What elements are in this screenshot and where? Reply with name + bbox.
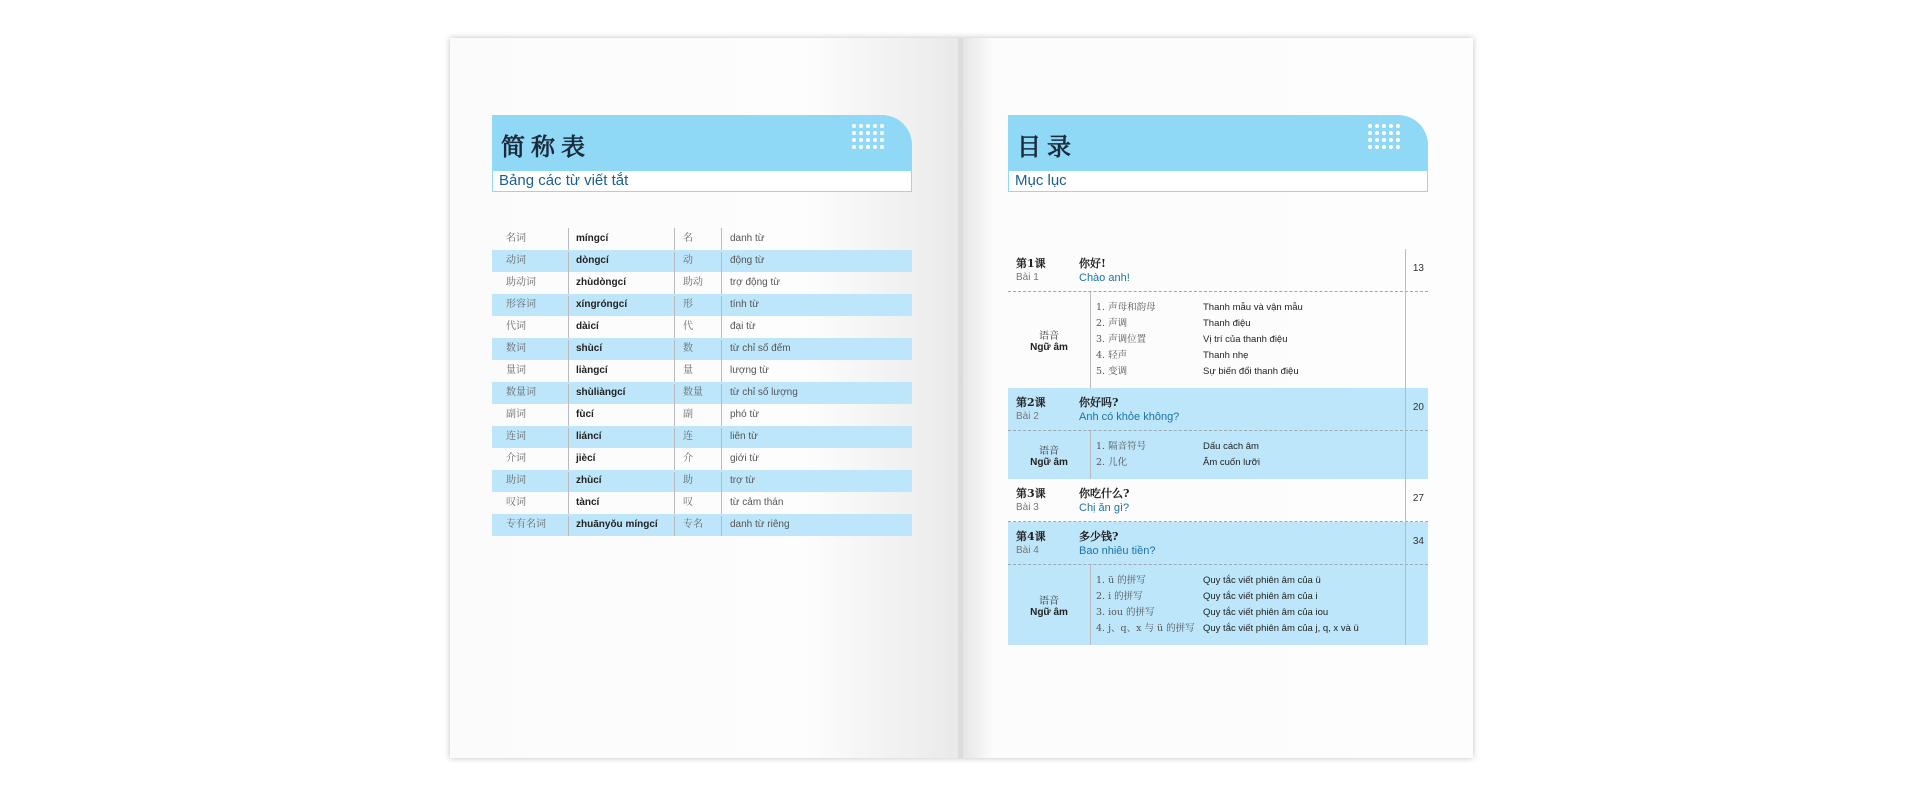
column-divider (568, 294, 569, 316)
vietnamese-meaning: phó từ (730, 409, 759, 420)
item-vietnamese: Thanh điệu (1203, 318, 1251, 329)
abbreviation: 介 (683, 453, 693, 464)
section-label-cn: 语音 (1039, 446, 1059, 457)
column-divider (674, 492, 675, 514)
item-chinese: 1. 声母和韵母 (1096, 302, 1156, 313)
dot (1368, 145, 1372, 149)
column-divider (674, 294, 675, 316)
dot (1396, 138, 1400, 142)
lesson-title: 你好吗? (1079, 396, 1119, 409)
page-title: 简称表 (501, 133, 591, 161)
dot (1382, 124, 1386, 128)
item-vietnamese: Quy tắc viết phiên âm của j, q, x và ü (1203, 623, 1359, 634)
column-divider (674, 316, 675, 338)
pinyin: zhùcí (576, 475, 602, 486)
item-vietnamese: Quy tắc viết phiên âm của iou (1203, 607, 1329, 618)
lesson-number: 第4课 (1016, 530, 1046, 543)
section-items (1096, 439, 1404, 471)
item-vietnamese: Thanh mẫu và vận mẫu (1203, 302, 1303, 313)
pinyin: tàncí (576, 497, 600, 508)
dot (873, 138, 877, 142)
column-divider (674, 338, 675, 360)
item-chinese: 2. i 的拼写 (1096, 591, 1143, 602)
item-chinese: 5. 变调 (1096, 366, 1128, 377)
abbreviation: 代 (683, 321, 693, 332)
abbreviation: 量 (683, 365, 693, 376)
column-divider (568, 316, 569, 338)
vietnamese-meaning: giới từ (730, 453, 759, 464)
vietnamese-meaning: trợ động từ (730, 277, 780, 288)
list-item (1096, 332, 1404, 348)
list-item (1096, 439, 1404, 455)
chinese-term: 助动词 (506, 277, 536, 288)
abbreviation: 数 (683, 343, 693, 354)
dot (1396, 124, 1400, 128)
chinese-term: 叹词 (506, 497, 526, 508)
table-row (492, 470, 912, 492)
lesson-heading (1008, 522, 1428, 565)
dot (852, 124, 856, 128)
dot-grid-icon (852, 124, 884, 152)
column-divider (721, 514, 722, 536)
pinyin: zhuānyǒu míngcí (576, 519, 658, 530)
column-divider (721, 492, 722, 514)
column-divider (568, 492, 569, 514)
pinyin: míngcí (576, 233, 609, 244)
abbreviation: 动 (683, 255, 693, 266)
lesson-number-vn: Bài 1 (1016, 272, 1039, 283)
item-vietnamese: Quy tắc viết phiên âm của i (1203, 591, 1318, 602)
chinese-term: 连词 (506, 431, 526, 442)
lesson-title-vn: Chào anh! (1079, 272, 1130, 284)
dot-grid-icon (1368, 124, 1400, 152)
dot (866, 131, 870, 135)
list-item (1096, 300, 1404, 316)
column-divider (674, 426, 675, 448)
page-title: 目录 (1017, 133, 1077, 161)
column-divider (674, 272, 675, 294)
column-divider (721, 382, 722, 404)
dot (859, 138, 863, 142)
vietnamese-meaning: danh từ (730, 233, 765, 244)
abbreviation-table (492, 228, 912, 536)
column-divider (721, 338, 722, 360)
vietnamese-meaning: từ chỉ số đếm (730, 343, 791, 354)
item-chinese: 3. iou 的拼写 (1096, 607, 1155, 618)
dot (1389, 145, 1393, 149)
vietnamese-meaning: động từ (730, 255, 765, 266)
page-number: 13 (1412, 263, 1424, 274)
vietnamese-meaning: tính từ (730, 299, 759, 310)
item-chinese: 4. 轻声 (1096, 350, 1128, 361)
chinese-term: 形容词 (506, 299, 536, 310)
dot (859, 124, 863, 128)
pinyin: liáncí (576, 431, 602, 442)
column-divider (568, 360, 569, 382)
item-vietnamese: Âm cuốn lưỡi (1203, 457, 1260, 468)
dot (859, 145, 863, 149)
column-divider (721, 426, 722, 448)
dot (859, 131, 863, 135)
column-divider (721, 360, 722, 382)
lesson-heading (1008, 479, 1428, 522)
column-divider (674, 382, 675, 404)
lesson-number-vn: Bài 3 (1016, 502, 1039, 513)
lesson-heading (1008, 388, 1428, 431)
column-divider (568, 470, 569, 492)
column-divider (674, 448, 675, 470)
abbreviation: 叹 (683, 497, 693, 508)
column-divider (568, 272, 569, 294)
dot (873, 124, 877, 128)
dot (1368, 131, 1372, 135)
item-chinese: 1. 隔音符号 (1096, 441, 1147, 452)
item-vietnamese: Sự biến đổi thanh điệu (1203, 366, 1299, 377)
table-row (492, 316, 912, 338)
item-chinese: 3. 声调位置 (1096, 334, 1147, 345)
page-number-column (1405, 249, 1428, 388)
column-divider (568, 514, 569, 536)
pronunciation-section (1008, 292, 1428, 388)
column-divider (721, 250, 722, 272)
abbreviation-header (492, 115, 912, 192)
table-row (492, 228, 912, 250)
right-page (963, 38, 1473, 758)
contents-header (1008, 115, 1428, 192)
vietnamese-meaning: danh từ riêng (730, 519, 790, 530)
lesson-title: 多少钱? (1079, 530, 1119, 543)
section-label-vn: Ngữ âm (1030, 607, 1068, 618)
column-divider (721, 294, 722, 316)
dot (1375, 124, 1379, 128)
section-items (1096, 573, 1404, 637)
pinyin: shùcí (576, 343, 603, 354)
pinyin: shùliàngcí (576, 387, 626, 398)
list-item (1096, 455, 1404, 471)
column-divider (674, 360, 675, 382)
column-divider (568, 338, 569, 360)
left-page (450, 38, 960, 758)
column-divider (674, 228, 675, 250)
vietnamese-meaning: lượng từ (730, 365, 769, 376)
chinese-term: 量词 (506, 365, 526, 376)
page-number-column (1405, 388, 1428, 479)
dot (866, 124, 870, 128)
dot (880, 138, 884, 142)
item-chinese: 4. j、q、x 与 ü 的拼写 (1096, 623, 1195, 634)
item-vietnamese: Quy tắc viết phiên âm của ü (1203, 575, 1321, 586)
table-row (492, 360, 912, 382)
lesson-number-vn: Bài 4 (1016, 545, 1039, 556)
lesson-title: 你吃什么? (1079, 487, 1130, 500)
column-divider (568, 382, 569, 404)
page-number: 27 (1412, 493, 1424, 504)
dot (1368, 138, 1372, 142)
lesson-number: 第2课 (1016, 396, 1046, 409)
section-label (1008, 431, 1091, 479)
section-label-cn: 语音 (1039, 331, 1059, 342)
page-number-column (1405, 479, 1428, 522)
item-chinese: 2. 儿化 (1096, 457, 1128, 468)
dot (1375, 138, 1379, 142)
abbreviation: 连 (683, 431, 693, 442)
table-row (492, 404, 912, 426)
abbreviation: 助 (683, 475, 693, 486)
section-label-cn: 语音 (1039, 596, 1059, 607)
dot (1389, 138, 1393, 142)
pronunciation-section (1008, 565, 1428, 645)
column-divider (568, 404, 569, 426)
lesson-block (1008, 388, 1428, 479)
section-label (1008, 292, 1091, 388)
chinese-term: 介词 (506, 453, 526, 464)
column-divider (568, 448, 569, 470)
table-row (492, 272, 912, 294)
pinyin: fùcí (576, 409, 594, 420)
column-divider (568, 250, 569, 272)
vietnamese-meaning: từ cảm thán (730, 497, 784, 508)
chinese-term: 动词 (506, 255, 526, 266)
pinyin: jiècí (576, 453, 596, 464)
column-divider (721, 470, 722, 492)
column-divider (674, 514, 675, 536)
list-item (1096, 316, 1404, 332)
item-vietnamese: Thanh nhẹ (1203, 350, 1249, 361)
item-chinese: 1. ü 的拼写 (1096, 575, 1146, 586)
chinese-term: 数量词 (506, 387, 536, 398)
column-divider (721, 448, 722, 470)
page-subtitle: Mục lục (1008, 171, 1428, 192)
dot (873, 131, 877, 135)
dot (1382, 145, 1386, 149)
table-row (492, 382, 912, 404)
lesson-block (1008, 249, 1428, 388)
item-vietnamese: Vị trí của thanh điệu (1203, 334, 1288, 345)
vietnamese-meaning: trợ từ (730, 475, 755, 486)
column-divider (568, 228, 569, 250)
pinyin: dòngcí (576, 255, 609, 266)
dot (880, 124, 884, 128)
abbreviation: 副 (683, 409, 693, 420)
list-item (1096, 364, 1404, 380)
page-subtitle: Bảng các từ viết tắt (492, 171, 912, 192)
dot (852, 138, 856, 142)
section-items (1096, 300, 1404, 380)
section-label-vn: Ngữ âm (1030, 457, 1068, 468)
abbreviation: 名 (683, 233, 693, 244)
list-item (1096, 589, 1404, 605)
table-of-contents (1008, 249, 1428, 645)
lesson-number-vn: Bài 2 (1016, 411, 1039, 422)
dot (1396, 145, 1400, 149)
column-divider (568, 426, 569, 448)
list-item (1096, 573, 1404, 589)
dot (1382, 131, 1386, 135)
page-number-column (1405, 522, 1428, 645)
table-row (492, 338, 912, 360)
book-spread (450, 38, 1473, 758)
header-band (492, 115, 912, 171)
table-row (492, 250, 912, 272)
lesson-heading (1008, 249, 1428, 292)
dot (852, 131, 856, 135)
chinese-term: 数词 (506, 343, 526, 354)
dot (1396, 131, 1400, 135)
chinese-term: 代词 (506, 321, 526, 332)
list-item (1096, 605, 1404, 621)
abbreviation: 数量 (683, 387, 703, 398)
column-divider (721, 404, 722, 426)
dot (1389, 124, 1393, 128)
chinese-term: 副词 (506, 409, 526, 420)
column-divider (674, 250, 675, 272)
chinese-term: 助词 (506, 475, 526, 486)
dot (1375, 145, 1379, 149)
dot (866, 145, 870, 149)
list-item (1096, 348, 1404, 364)
lesson-title: 你好! (1079, 257, 1106, 270)
dot (1368, 124, 1372, 128)
lesson-title-vn: Anh có khỏe không? (1079, 411, 1180, 423)
list-item (1096, 621, 1404, 637)
pinyin: liàngcí (576, 365, 608, 376)
dot (852, 145, 856, 149)
section-label (1008, 565, 1091, 645)
item-vietnamese: Dấu cách âm (1203, 441, 1259, 452)
pinyin: zhùdòngcí (576, 277, 626, 288)
dot (873, 145, 877, 149)
item-chinese: 2. 声调 (1096, 318, 1128, 329)
vietnamese-meaning: liên từ (730, 431, 758, 442)
pronunciation-section (1008, 431, 1428, 479)
pinyin: dàicí (576, 321, 599, 332)
header-band (1008, 115, 1428, 171)
dot (1375, 131, 1379, 135)
chinese-term: 名词 (506, 233, 526, 244)
table-row (492, 294, 912, 316)
dot (1389, 131, 1393, 135)
column-divider (721, 272, 722, 294)
dot (866, 138, 870, 142)
column-divider (674, 470, 675, 492)
lesson-title-vn: Chị ăn gì? (1079, 502, 1130, 514)
dot (880, 145, 884, 149)
vietnamese-meaning: đại từ (730, 321, 756, 332)
lesson-number: 第3课 (1016, 487, 1046, 500)
table-row (492, 492, 912, 514)
abbreviation: 形 (683, 299, 693, 310)
dot (1382, 138, 1386, 142)
lesson-number: 第1课 (1016, 257, 1046, 270)
pinyin: xíngróngcí (576, 299, 628, 310)
column-divider (721, 228, 722, 250)
table-row (492, 514, 912, 536)
lesson-block (1008, 479, 1428, 522)
chinese-term: 专有名词 (506, 519, 546, 530)
table-row (492, 448, 912, 470)
abbreviation: 专名 (683, 519, 703, 530)
table-row (492, 426, 912, 448)
lesson-block (1008, 522, 1428, 645)
column-divider (674, 404, 675, 426)
column-divider (721, 316, 722, 338)
vietnamese-meaning: từ chỉ số lượng (730, 387, 798, 398)
dot (880, 131, 884, 135)
page-number: 20 (1412, 402, 1424, 413)
abbreviation: 助动 (683, 277, 703, 288)
lesson-title-vn: Bao nhiêu tiền? (1079, 545, 1156, 557)
section-label-vn: Ngữ âm (1030, 342, 1068, 353)
page-number: 34 (1412, 536, 1424, 547)
